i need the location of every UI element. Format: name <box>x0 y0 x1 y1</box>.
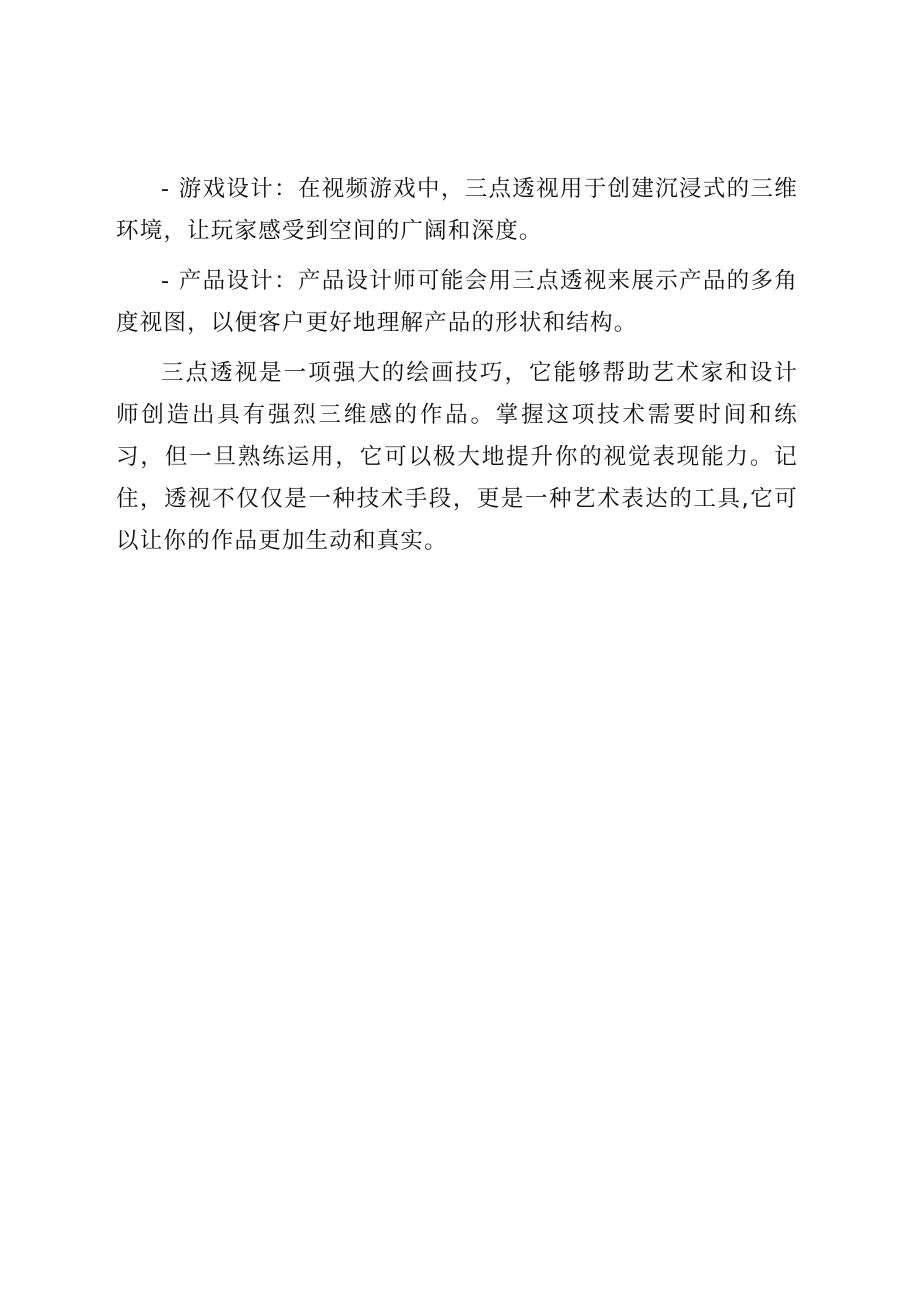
bullet-product-design: - 产品设计：产品设计师可能会用三点透视来展示产品的多角度视图，以便客户更好地理解产品的形状和结构。 <box>116 268 798 336</box>
document-body <box>116 168 798 570</box>
bullet-game-design: - 游戏设计：在视频游戏中，三点透视用于创建沉浸式的三维环境，让玩家感受到空间的广阔和深度。 <box>116 176 798 244</box>
summary-paragraph: 三点透视是一项强大的绘画技巧，它能够帮助艺术家和设计师创造出具有强烈三维感的作品。掌握这项技术需要时间和练习，但一旦熟练运用，它可以极大地提升你的视觉表现能力。记住，透视不仅仅是一种技术手段，更是一种艺术表达的工具,它可以让你的作品更加生动和真实。 <box>116 360 798 554</box>
